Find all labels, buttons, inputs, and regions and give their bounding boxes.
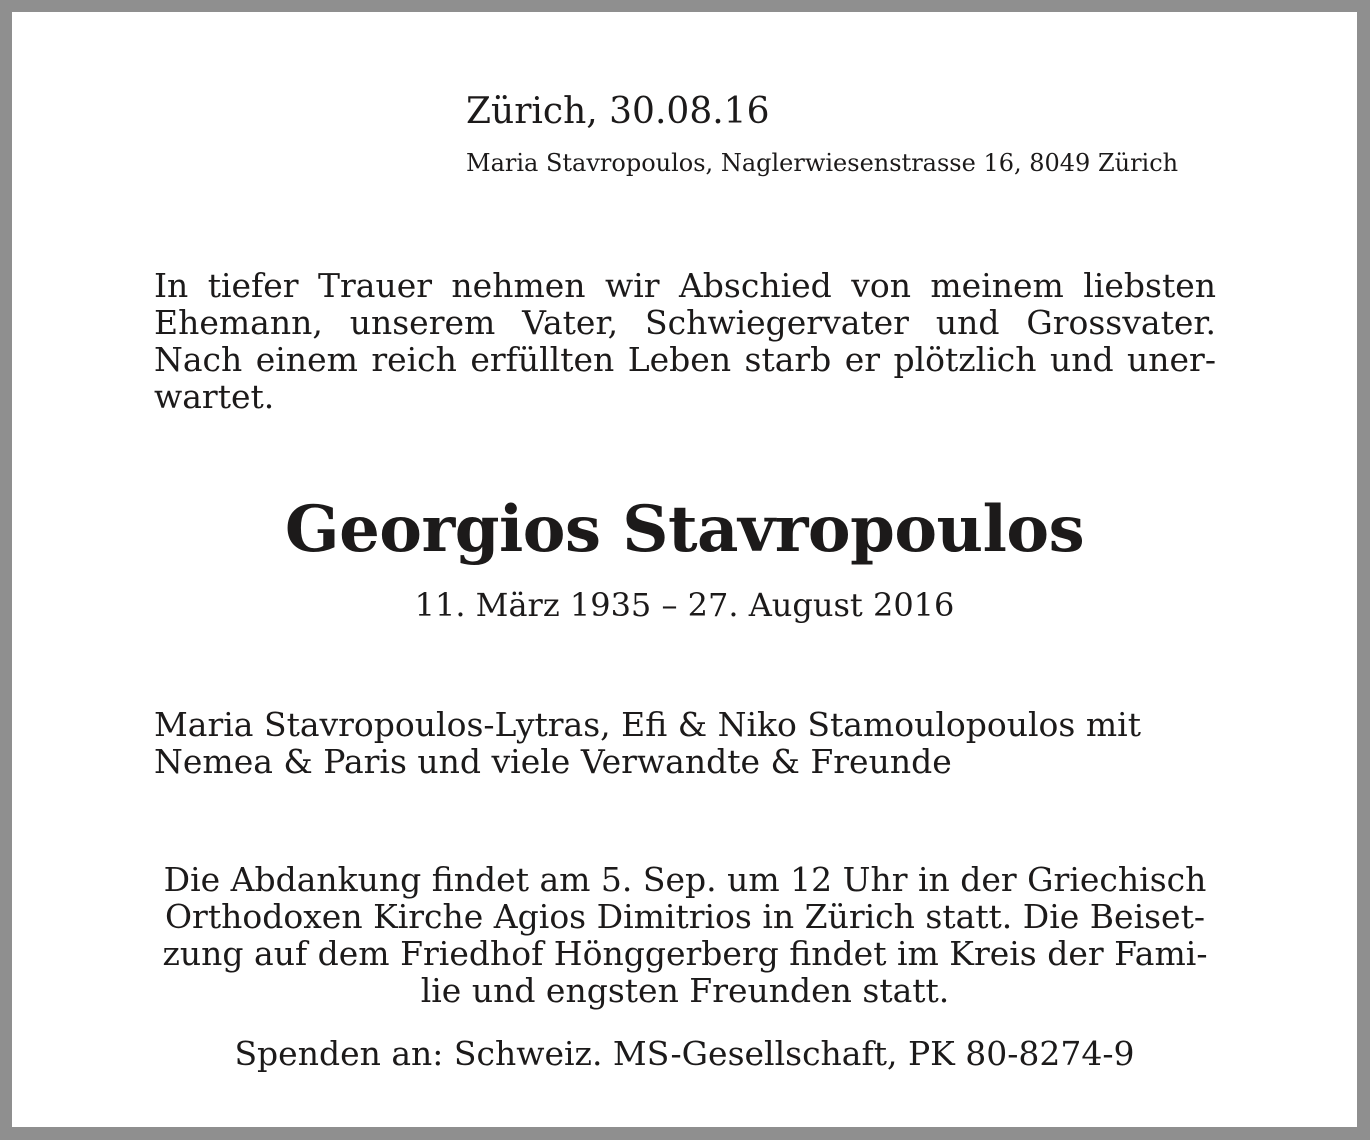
intro-line: Ehemann, unserem Vater, Schwiegervater und Grossvater. [154, 303, 1216, 342]
place-and-date: Zürich, 30.08.16 [466, 91, 770, 132]
intro-line: wartet. [154, 377, 275, 416]
family-signatories [154, 706, 1216, 780]
family-line: Nemea & Paris und viele Verwandte & Freunde [154, 742, 952, 781]
service-line: Orthodoxen Kirche Agios Dimitrios in Zürich statt. Die Beiset- [164, 897, 1205, 936]
service-line: zung auf dem Friedhof Hönggerberg findet im Kreis der Fami- [162, 934, 1208, 973]
intro-paragraph [154, 267, 1216, 415]
family-line: Maria Stavropoulos-Lytras, Efi & Niko Stamoulopoulos mit [154, 705, 1141, 744]
service-line: Die Abdankung findet am 5. Sep. um 12 Uhr in der Griechisch [163, 860, 1207, 899]
service-line: lie und engsten Freunden statt. [420, 971, 950, 1010]
sender-address: Maria Stavropoulos, Naglerwiesenstrasse 16, 8049 Zürich [466, 149, 1179, 177]
intro-line: Nach einem reich erfüllten Leben starb er plötzlich und uner- [154, 340, 1216, 379]
obituary-notice [12, 12, 1357, 1127]
deceased-name: Georgios Stavropoulos [284, 492, 1085, 567]
service-information [154, 861, 1216, 1009]
donation-info: Spenden an: Schweiz. MS-Gesellschaft, PK 80-8274-9 [234, 1034, 1135, 1073]
life-dates: 11. März 1935 – 27. August 2016 [414, 586, 955, 624]
intro-line: In tiefer Trauer nehmen wir Abschied von meinem liebsten [154, 266, 1216, 305]
